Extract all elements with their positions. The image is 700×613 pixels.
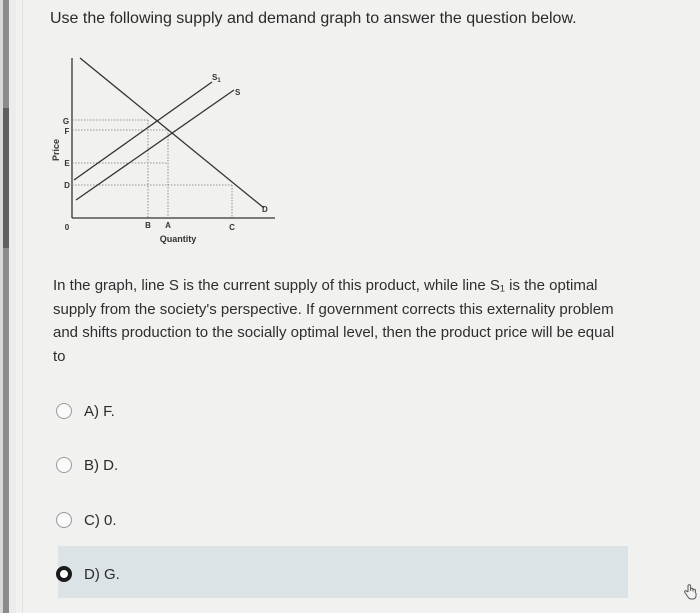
choice-c-label: C) 0. (84, 511, 117, 529)
s-curve-label: S (235, 88, 241, 97)
d-curve-label: D (262, 205, 268, 214)
choice-d[interactable] (56, 561, 120, 587)
supply-s-curve (76, 90, 234, 200)
selected-choice-highlight (58, 546, 628, 598)
quantity-axis-label: Quantity (159, 234, 197, 244)
quantity-label-a: A (165, 221, 171, 230)
radio-d[interactable] (56, 566, 72, 582)
price-label-d: D (64, 181, 70, 190)
quantity-label-b: B (145, 221, 151, 230)
choice-c[interactable] (56, 507, 117, 533)
price-label-f: F (64, 127, 70, 136)
quantity-label-c: C (229, 223, 235, 232)
radio-a[interactable] (56, 403, 72, 419)
scroll-indicator (3, 108, 9, 248)
choice-a-label: A) F. (84, 402, 115, 420)
question-text: In the graph, line S is the current supply of this product, while line S₁ is the optimal supply from the society's perspective. If government corrects this externality problem and shifts production to the socially optimal level, then the product price will be equal to (53, 277, 615, 365)
hand-cursor-icon (684, 583, 698, 603)
supply-s1-curve (74, 82, 212, 180)
origin-label: 0 (64, 223, 70, 232)
choice-b-label: B) D. (84, 456, 119, 474)
price-axis-label: Price (51, 138, 61, 162)
radio-b[interactable] (56, 457, 72, 473)
choice-a[interactable] (56, 398, 115, 424)
instruction-text: Use the following supply and demand graph to answer the question below. (50, 10, 577, 27)
price-label-g: G (62, 117, 70, 126)
radio-c[interactable] (56, 512, 72, 528)
card-border (22, 0, 23, 613)
price-label-e: E (64, 159, 70, 168)
s1-curve-label: $S_1$ (212, 73, 221, 84)
choice-d-label: D) G. (84, 565, 120, 583)
choice-b[interactable] (56, 452, 118, 478)
window-edge (0, 0, 16, 613)
supply-demand-graph (40, 50, 280, 260)
